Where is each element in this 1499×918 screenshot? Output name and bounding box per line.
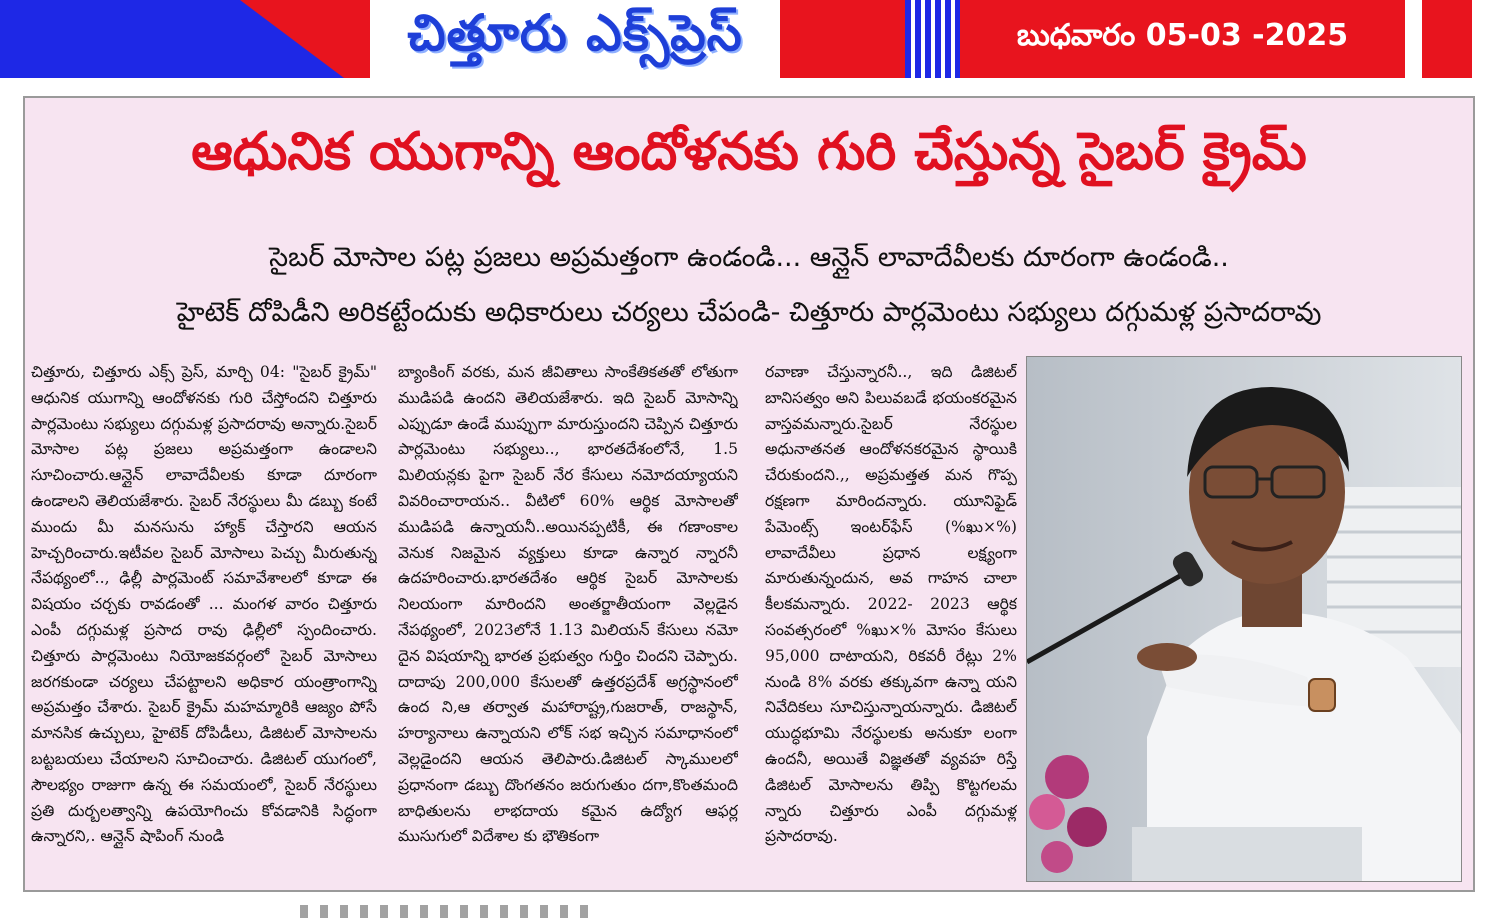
article-box	[23, 96, 1475, 892]
article-subheadline-1: సైబర్ మోసాల పట్ల ప్రజలు అప్రమత్తంగా ఉండండి... ఆన్లైన్ లావాదేవీలకు దూరంగా ఉండండి..	[269, 242, 1229, 273]
article-column-3: రవాణా చేస్తున్నారనీ.., ఇది డిజిటల్ బానిసత్వం అని పిలువబడే భయంకరమైన వాస్తవమన్నారు.సైబర్ నేరస్థుల అధునాతనత ఆందోళనకరమైన స్థాయికి చేరుకుందని.,, అప్రమత్తత మన గొప్ప రక్షణగా మారిందన్నారు. యూనిఫైడ్ పేమెంట్స్ ఇంటర్‌ఫేస్ (%ఖు×%) లావాదేవీలు ప్రధాన లక్ష్యంగా మారుతున్నందున, అవ గాహన చాలా కీలకమన్నారు. 2022- 2023 ఆర్థిక సంవత్సరంలో %ఖు×% మోసం కేసులు 95,000 దాటాయని, రికవరీ రేట్లు 2% నుండి 8% వరకు తక్కువగా ఉన్నా యని నివేదికలు సూచిస్తున్నాయన్నారు. డిజిటల్ యుద్ధభూమి నేరస్థులకు అనుకూ లంగా ఉందనీ, అయితే విజ్ఞతతో వ్యవహ రిస్తే డిజిటల్ మోసాలను తిప్పి కొట్టగలమ న్నారు చిత్తూరు ఎంపీ దగ్గుమళ్ల ప్రసాదరావు.	[765, 363, 1017, 846]
masthead-red-band	[780, 0, 905, 78]
issue-date: బుధవారం 05-03 -2025	[960, 0, 1405, 78]
newspaper-title: చిత్తూరు ఎక్స్‌ప్రెస్	[370, 0, 780, 78]
article-subheadline-2: హైటెక్ దోపిడీని అరికట్టేందుకు అధికారులు చర్యలు చేపండి- చిత్తూరు పార్లమెంటు సభ్యులు దగ్గుమళ్ల ప్రసాదరావు	[176, 297, 1322, 328]
speaker-photo-illustration	[1027, 357, 1462, 882]
article-column-2: బ్యాంకింగ్ వరకు, మన జీవితాలు సాంకేతికతతో లోతుగా ముడిపడి ఉందని తెలియజేశారు. ఇది సైబర్ మోసాన్ని ఎప్పుడూ ఉండే ముప్పుగా మారుస్తుందని చెప్పిన చిత్తూరు పార్లమెంటు సభ్యులు.., భారతదేశంలోనే, 1.5 మిలియన్లకు పైగా సైబర్ నేర కేసులు నమోదయ్యాయని వివరించారాయన.. వీటిలో 60% ఆర్థిక మోసాలతో ముడిపడి ఉన్నాయనీ..అయినప్పటికీ, ఈ గణాంకాల వెనుక నిజమైన వ్యక్తులు కూడా ఉన్నార న్నారనీ ఉదహరించారు.భారతదేశం ఆర్థిక సైబర్ మోసాలకు నిలయంగా మారిందని అంతర్జాతీయంగా వెల్లడైన నేపథ్యంలో, 2023లోనే 1.13 మిలియన్ కేసులు నమో దైన విషయాన్ని భారత ప్రభుత్వం గుర్తిం చిందని చెప్పారు. దాదాపు 200,000 కేసులతో ఉత్తరప్రదేశ్ అగ్రస్థానంలో ఉంద ని,ఆ తర్వాత మహారాష్ట్ర,గుజరాత్, రాజస్థాన్, హర్యానాలు ఉన్నాయని లోక్ సభ ఇచ్చిన సమాధానంలో వెల్లడైందని ఆయన తెలిపారు.డిజిటల్ స్కాములలో ప్రధానంగా డబ్బు దొంగతనం జరుగుతుం దగా,కొంతమంది బాధితులను లాభదాయ కమైన ఉద్యోగ ఆఫర్ల ముసుగులో విదేశాల కు భౌతికంగా	[398, 363, 738, 846]
article-headline: ఆధునిక యుగాన్ని ఆందోళనకు గురి చేస్తున్న సైబర్ క్రైమ్	[191, 122, 1307, 182]
masthead-red-end	[1422, 0, 1472, 78]
masthead-stripes	[905, 0, 960, 78]
article-column-1: చిత్తూరు, చిత్తూరు ఎక్స్ ప్రెస్, మార్చి 04: "సైబర్ క్రైమ్" ఆధునిక యుగాన్ని ఆందోళనకు గురి చేస్తోందని చిత్తూరు పార్లమెంటు సభ్యులు దగ్గుమళ్ల ప్రసాదరావు అన్నారు.సైబర్ మోసాల పట్ల ప్రజలు అప్రమత్తంగా ఉండాలని సూచించారు.ఆన్లైన్ లావాదేవీలకు కూడా దూరంగా ఉండాలని తెలియజేశారు. సైబర్ నేరస్థులు మీ డబ్బు కంటే ముందు మీ మనసును హ్యాక్ చేస్తారని ఆయన హెచ్చరించారు.ఇటీవల సైబర్ మోసాలు పెచ్చు మీరుతున్న నేపథ్యంలో.., ఢిల్లీ పార్లమెంట్ సమావేశాలలో కూడా ఈ విషయం చర్చకు రావడంతో ... మంగళ వారం చిత్తూరు ఎంపీ దగ్గుమళ్ల ప్రసాద రావు ఢిల్లీలో స్పందించారు. చిత్తూరు పార్లమెంటు నియోజకవర్గంలో సైబర్ మోసాలు జరగకుండా చర్యలు చేపట్టాలని అధికార యంత్రాంగాన్ని అప్రమత్తం చేశారు. సైబర్ క్రైమ్ మహమ్మారికి ఆజ్యం పోసే మానసిక ఉచ్చులు, హైటెక్ దోపిడీలు, డిజిటల్ మోసాలను బట్టబయలు చేయాలని సూచించారు. డిజిటల్ యుగంలో, సౌలభ్యం రాజుగా ఉన్న ఈ సమయంలో, సైబర్ నేరస్థులు ప్రతి దుర్బలత్వాన్ని ఉపయోగించు కోవడానికి సిద్ధంగా ఉన్నారని,. ఆన్లైన్ షాపింగ్ నుండి	[31, 363, 377, 846]
masthead	[0, 0, 1499, 80]
speaker-photo	[1026, 356, 1462, 882]
next-article-cut-edge	[300, 905, 600, 918]
